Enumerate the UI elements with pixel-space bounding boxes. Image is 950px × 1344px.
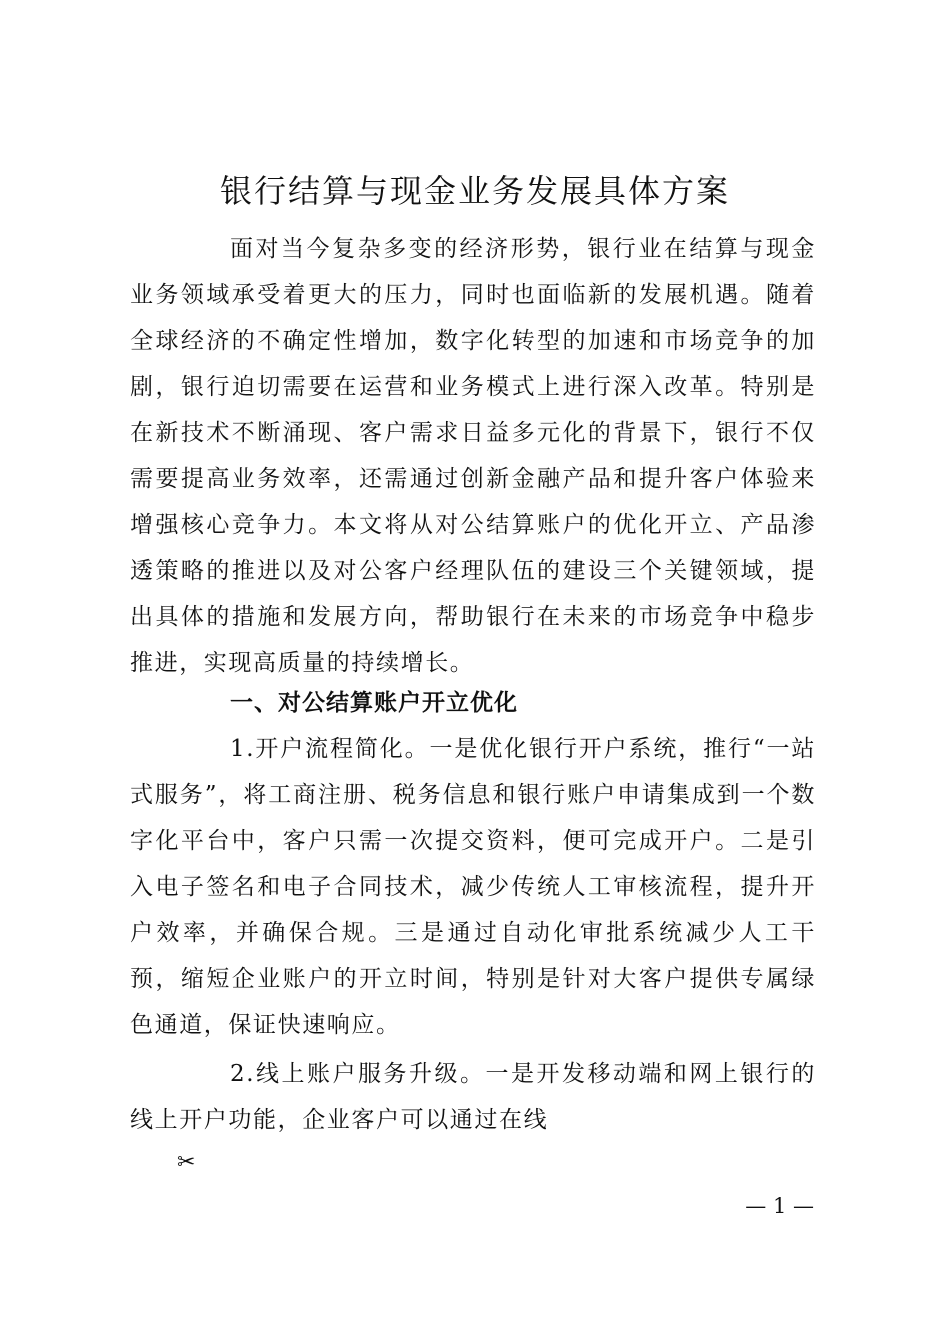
page-number: — 1 —: [745, 1194, 814, 1218]
item-paragraph-2: 2.线上账户服务升级。一是开发移动端和网上银行的线上开户功能，企业客户可以通过在线: [130, 1061, 816, 1133]
scissors-icon: ✂: [177, 1150, 196, 1175]
section-heading: 一、对公结算账户开立优化: [230, 690, 518, 716]
document-title: 银行结算与现金业务发展具体方案: [219, 172, 730, 210]
intro-paragraph: 面对当今复杂多变的经济形势，银行业在结算与现金业务领域承受着更大的压力，同时也面临新的发展机遇。随着全球经济的不确定性增加，数字化转型的加速和市场竞争的加剧，银行迫切需要在运营和业务模式上进行深入改革。特别是在新技术不断涌现、客户需求日益多元化的背景下，银行不仅需要提高业务效率，还需通过创新金融产品和提升客户体验来增强核心竞争力。本文将从对公结算账户的优化开立、产品渗透策略的推进以及对公客户经理队伍的建设三个关键领域，提出具体的措施和发展方向，帮助银行在未来的市场竞争中稳步推进，实现高质量的持续增长。: [130, 236, 816, 676]
item-paragraph-1: 1.开户流程简化。一是优化银行开户系统，推行“一站式服务”，将工商注册、税务信息和银行账户申请集成到一个数字化平台中，客户只需一次提交资料，便可完成开户。二是引入电子签名和电子合同技术，减少传统人工审核流程，提升开户效率，并确保合规。三是通过自动化审批系统减少人工干预，缩短企业账户的开立时间，特别是针对大客户提供专属绿色通道，保证快速响应。: [130, 736, 816, 1038]
